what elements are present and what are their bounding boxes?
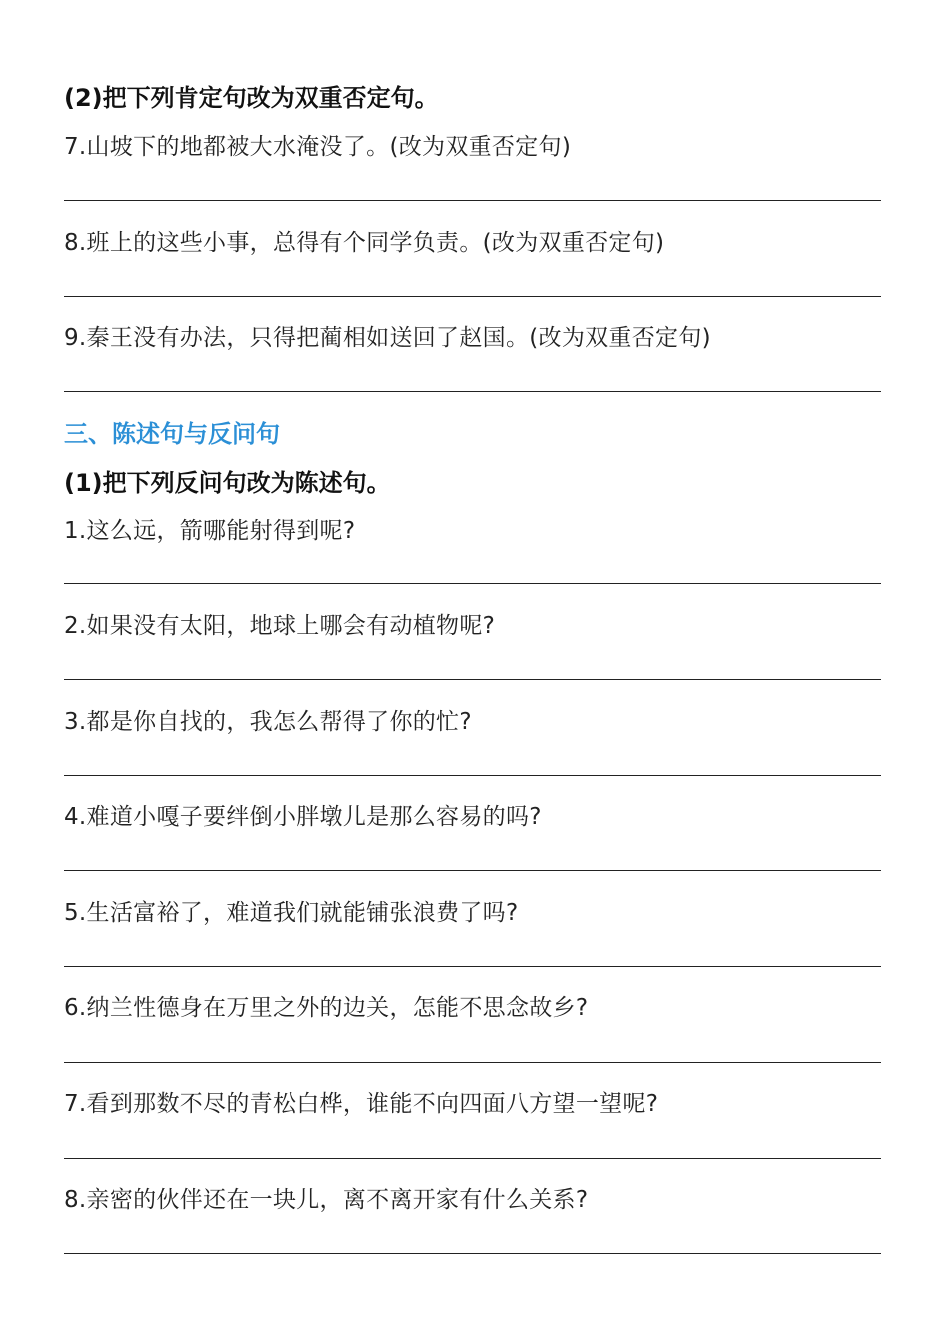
answer-line[interactable]	[64, 583, 881, 584]
question-item: 3.都是你自找的，我怎么帮得了你的忙?	[64, 709, 472, 735]
part2-instruction: (2)把下列肯定句改为双重否定句。	[64, 84, 439, 112]
section-title: 三、陈述句与反问句	[64, 420, 280, 448]
question-item: 4.难道小嘎子要绊倒小胖墩儿是那么容易的吗?	[64, 804, 542, 830]
answer-line[interactable]	[64, 1158, 881, 1159]
question-item: 6.纳兰性德身在万里之外的边关，怎能不思念故乡?	[64, 995, 589, 1021]
answer-line[interactable]	[64, 1062, 881, 1063]
answer-line[interactable]	[64, 679, 881, 680]
question-item: 2.如果没有太阳，地球上哪会有动植物呢?	[64, 613, 496, 639]
question-item: 5.生活富裕了，难道我们就能铺张浪费了吗?	[64, 900, 519, 926]
section-instruction: (1)把下列反问句改为陈述句。	[64, 469, 391, 497]
answer-line[interactable]	[64, 296, 881, 297]
answer-line[interactable]	[64, 966, 881, 967]
answer-line[interactable]	[64, 775, 881, 776]
question-item: 1.这么远，箭哪能射得到呢?	[64, 518, 356, 544]
question-item: 8.亲密的伙伴还在一块儿，离不离开家有什么关系?	[64, 1187, 589, 1213]
answer-line[interactable]	[64, 1253, 881, 1254]
question-item: 7.山坡下的地都被大水淹没了。(改为双重否定句)	[64, 134, 572, 160]
answer-line[interactable]	[64, 391, 881, 392]
answer-line[interactable]	[64, 870, 881, 871]
answer-line[interactable]	[64, 200, 881, 201]
question-item: 8.班上的这些小事，总得有个同学负责。(改为双重否定句)	[64, 230, 665, 256]
question-item: 9.秦王没有办法，只得把蔺相如送回了赵国。(改为双重否定句)	[64, 325, 711, 351]
question-item: 7.看到那数不尽的青松白桦，谁能不向四面八方望一望呢?	[64, 1091, 659, 1117]
